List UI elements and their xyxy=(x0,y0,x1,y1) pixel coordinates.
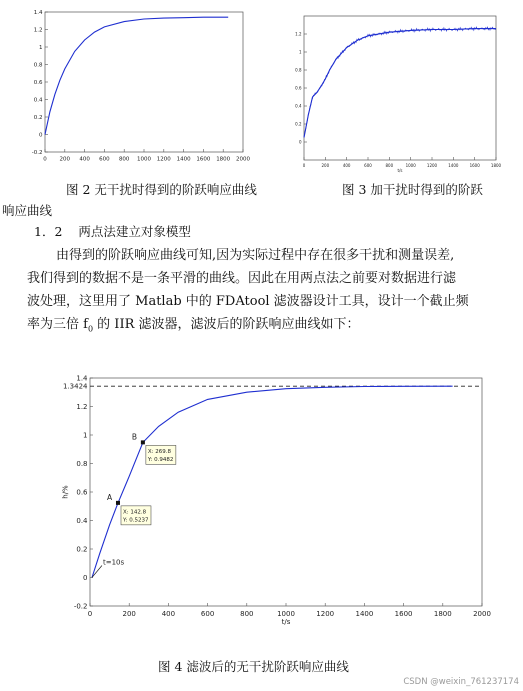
y-tick-label: -0.2 xyxy=(31,149,43,156)
y-tick-label: 0.4 xyxy=(76,516,88,525)
x-tick-label: 1400 xyxy=(448,163,459,168)
x-tick-label: 1800 xyxy=(433,610,452,618)
paragraph-line-4: 率为三倍 $f_0$ 的 IIR 滤波器，滤波后的阶跃响应曲线如下： xyxy=(27,317,360,334)
y-tick-label: 0.8 xyxy=(33,62,43,69)
x-tick-label: 1600 xyxy=(469,163,480,168)
plot-frame xyxy=(90,378,482,606)
x-tick-label: 1600 xyxy=(394,610,413,618)
x-tick-label: 400 xyxy=(161,610,176,618)
y-tick-label: -0.2 xyxy=(73,602,88,611)
x-axis-label: t/s xyxy=(281,618,291,626)
figure-4-plot xyxy=(62,374,491,626)
x-tick-label: 600 xyxy=(364,163,372,168)
x-tick-label: 800 xyxy=(118,156,130,163)
y-tick-label: 0.6 xyxy=(76,488,88,497)
x-tick-label: 600 xyxy=(200,610,215,618)
paragraph-line-3: 波处理，这里用了 Matlab 中的 FDAtool 滤波器设计工具，设计一个截止频 xyxy=(27,294,469,309)
y-axis-label: h/% xyxy=(61,485,70,499)
datatip-text: Y: 0.9482 xyxy=(147,456,174,463)
y-tick-label: 1 xyxy=(298,49,302,55)
paragraph-line-1: 由得到的阶跃响应曲线可知,因为实际过程中存在很多干扰和测量误差, xyxy=(56,248,455,263)
datatip-marker xyxy=(141,440,145,444)
y-tick-label: 1.2 xyxy=(76,402,88,411)
y-tick-label: 0 xyxy=(298,139,302,145)
paragraph-line-2: 我们得到的数据不是一条平滑的曲线。因此在用两点法之前要对数据进行滤 xyxy=(27,271,457,286)
x-tick-label: 0 xyxy=(43,156,47,163)
x-tick-label: 200 xyxy=(122,610,136,618)
x-axis-label: t/s xyxy=(397,168,403,173)
x-tick-label: 1200 xyxy=(426,163,438,168)
y-tick-label: 0.6 xyxy=(33,79,43,86)
y-tick-label: 0.4 xyxy=(295,103,302,109)
figure-4-caption: 图 4 滤波后的无干扰阶跃响应曲线 xyxy=(158,659,349,674)
series-line xyxy=(304,29,496,138)
section-heading xyxy=(34,222,191,240)
x-tick-label: 400 xyxy=(342,163,351,168)
y-tick-label: 1.4 xyxy=(33,9,43,16)
datatip-marker xyxy=(116,501,120,505)
figure-3-chart xyxy=(286,12,500,172)
x-tick-label: 600 xyxy=(99,156,110,163)
y-tick-label: 0.8 xyxy=(76,459,88,468)
x-tick-label: 2000 xyxy=(473,610,491,618)
y-tick-label: 0 xyxy=(83,573,88,582)
x-tick-label: 1200 xyxy=(316,610,335,618)
series-line xyxy=(92,386,453,577)
series-line xyxy=(45,17,228,134)
x-tick-label: 1000 xyxy=(405,163,416,168)
section-number: 1．2 xyxy=(34,224,63,239)
y-tick-label: 0 xyxy=(39,132,43,139)
x-tick-label: 200 xyxy=(59,156,71,163)
datatip-text: X: 269.8 xyxy=(147,448,172,455)
annotation-text: t=10s xyxy=(102,558,125,567)
figure-2-chart xyxy=(30,8,250,168)
figure-2-caption: 图 2 无干扰时得到的阶跃响应曲线 xyxy=(66,182,257,197)
y-tick-label: 1.4 xyxy=(76,374,88,383)
series-noise-line xyxy=(304,27,496,137)
x-tick-label: 1400 xyxy=(355,610,374,618)
plot-frame xyxy=(45,12,243,152)
datatip-text: Y: 0.5237 xyxy=(122,517,149,524)
section-title: 两点法建立对象模型 xyxy=(78,224,191,239)
x-tick-label: 800 xyxy=(385,163,394,168)
datatip-letter: B xyxy=(131,432,138,442)
y-tick-label: 1.2 xyxy=(33,27,43,34)
y-tick-label: 0.2 xyxy=(295,121,302,127)
figure-2-plot xyxy=(32,10,251,163)
y-tick-label: 0.6 xyxy=(295,85,302,91)
plot-frame xyxy=(304,16,496,160)
watermark: CSDN @weixin_761237174 xyxy=(403,677,519,687)
x-tick-label: 2000 xyxy=(236,156,250,163)
y-tick-label: 0.4 xyxy=(33,97,43,104)
x-tick-label: 1200 xyxy=(156,156,171,163)
x-tick-label: 1400 xyxy=(176,156,191,163)
x-tick-label: 0 xyxy=(302,163,306,168)
x-tick-label: 1000 xyxy=(137,156,151,163)
x-tick-label: 1000 xyxy=(277,610,295,618)
figure-3-caption-wrap: 响应曲线 xyxy=(2,203,53,218)
reference-line-label: 1.3424 xyxy=(63,382,88,391)
y-tick-label: 1 xyxy=(39,44,43,51)
figure-3-caption: 图 3 加干扰时得到的阶跃 xyxy=(342,182,483,197)
figure-4-chart xyxy=(54,372,494,642)
y-tick-label: 1 xyxy=(83,431,88,440)
datatip-text: X: 142.8 xyxy=(122,509,147,516)
datatip-letter: A xyxy=(106,492,113,502)
y-tick-label: 0.8 xyxy=(295,67,302,73)
x-tick-label: 1800 xyxy=(216,156,231,163)
y-tick-label: 1.2 xyxy=(295,31,302,37)
x-tick-label: 1600 xyxy=(196,156,211,163)
y-tick-label: 0.2 xyxy=(33,114,43,121)
x-tick-label: 0 xyxy=(87,610,93,618)
x-tick-label: 400 xyxy=(79,156,90,163)
x-tick-label: 800 xyxy=(240,610,254,618)
y-tick-label: 0.2 xyxy=(76,545,88,554)
figure-3-plot xyxy=(295,16,501,173)
x-tick-label: 1800 xyxy=(490,163,502,168)
x-tick-label: 200 xyxy=(321,163,330,168)
